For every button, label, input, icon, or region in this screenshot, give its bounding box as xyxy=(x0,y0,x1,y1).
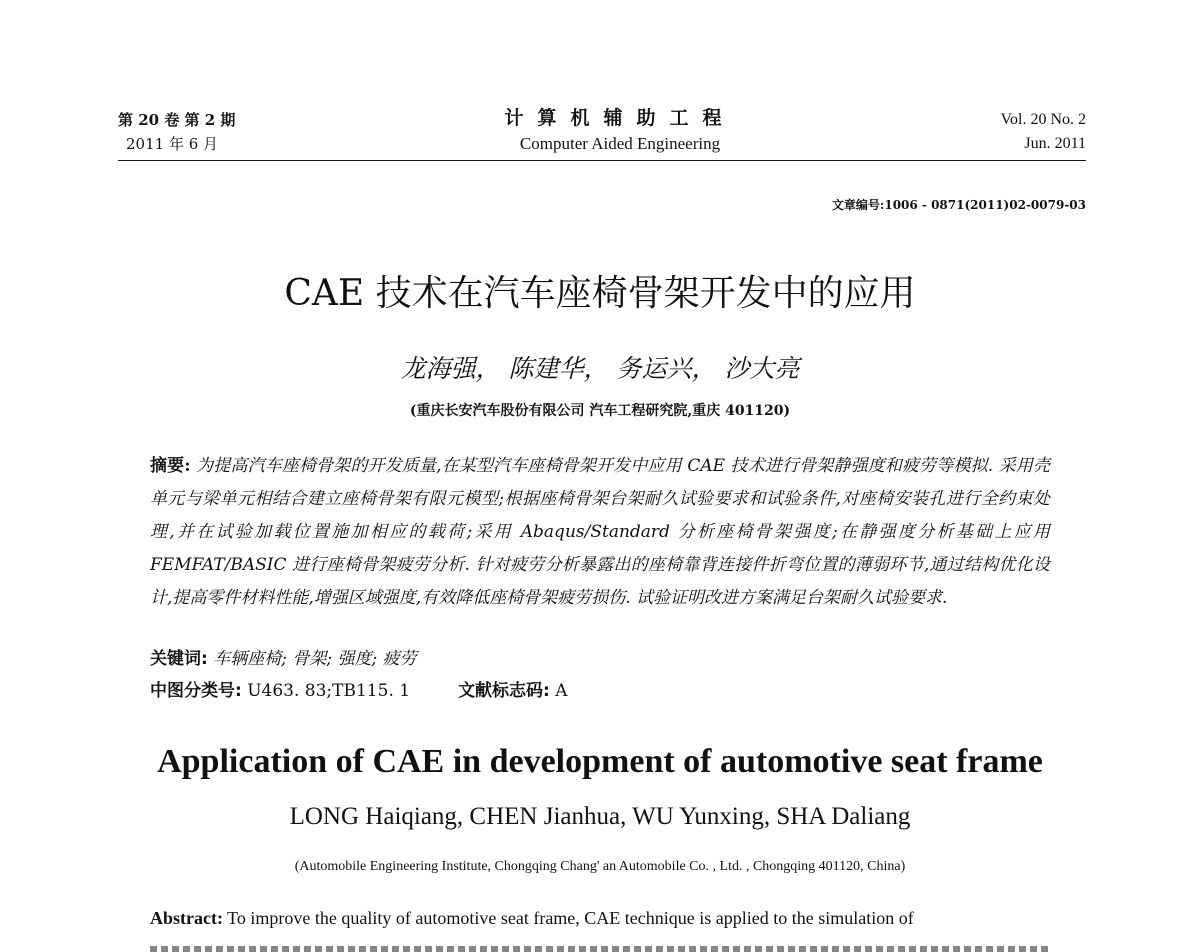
header-center xyxy=(400,104,840,156)
keywords-label: 关键词: xyxy=(150,649,208,669)
abstract-en-label: Abstract: xyxy=(150,908,223,928)
volume-issue-cn: 第 20 卷 第 2 期 xyxy=(118,111,236,129)
date-en: Jun. 2011 xyxy=(1024,135,1086,152)
header-rule xyxy=(118,160,1086,161)
paper-title-cn: CAE 技术在汽车座椅骨架开发中的应用 xyxy=(284,273,916,314)
cutoff-text-line xyxy=(150,940,1050,952)
affiliation-en: (Automobile Engineering Institute, Chongqing Chang' an Automobile Co. , Ltd. , Chongqing 401120, China) xyxy=(294,859,906,874)
keywords-cn xyxy=(150,645,1050,673)
volume-issue-en: Vol. 20 No. 2 xyxy=(1000,111,1086,128)
abstract-cn-text: 为提高汽车座椅骨架的开发质量,在某型汽车座椅骨架开发中应用 CAE 技术进行骨架静强度和疲劳等模拟. 采用壳单元与梁单元相结合建立座椅骨架有限元模型;根据座椅骨架台架耐久试验要求和试验条件,对座椅安装孔进行全约束处理,并在试验加载位置施加相应的载荷;采用 Abaqus/Standard 分析座椅骨架强度;在静强度分析基础上应用 FEMFAT/BASIC 进行座椅骨架疲劳分析. 针对疲劳分析暴露出的座椅靠背连接件折弯位置的薄弱环节,通过结构优化设计,提高零件材料性能,增强区域强度,有效降低座椅骨架疲劳损伤. 试验证明改进方案满足台架耐久试验要求. xyxy=(150,456,1050,608)
authors-en: LONG Haiqiang, CHEN Jianhua, WU Yunxing, SHA Daliang xyxy=(289,803,911,830)
abstract-cn xyxy=(150,450,1050,615)
abstract-en xyxy=(150,904,1050,932)
affiliation-cn: (重庆长安汽车股份有限公司 汽车工程研究院,重庆 401120) xyxy=(409,403,791,419)
abstract-cn-label: 摘要: xyxy=(150,456,191,476)
clc-label: 中图分类号: xyxy=(150,681,242,701)
abstract-en-text: To improve the quality of automotive seat frame, CAE technique is applied to the simulation of xyxy=(222,908,914,928)
journal-name-en: Computer Aided Engineering xyxy=(519,134,721,153)
header-right xyxy=(1001,108,1087,156)
clc-value: U463. 83;TB115. 1 xyxy=(241,681,411,701)
authors-cn: 龙海强， 陈建华， 务运兴， 沙大亮 xyxy=(400,354,800,383)
doc-code-value: A xyxy=(549,681,568,701)
article-number: 文章编号:1006 - 0871(2011)02-0079-03 xyxy=(831,198,1086,212)
date-cn: 2011 年 6 月 xyxy=(126,135,219,153)
keywords-text: 车辆座椅; 骨架; 强度; 疲劳 xyxy=(207,649,417,669)
classification-line xyxy=(150,677,1050,705)
journal-name-cn: 计算机辅助工程 xyxy=(504,107,736,129)
doc-code-label: 文献标志码: xyxy=(458,681,550,701)
header-left xyxy=(118,108,235,156)
paper-title-en: Application of CAE in development of automotive seat frame xyxy=(157,743,1043,780)
